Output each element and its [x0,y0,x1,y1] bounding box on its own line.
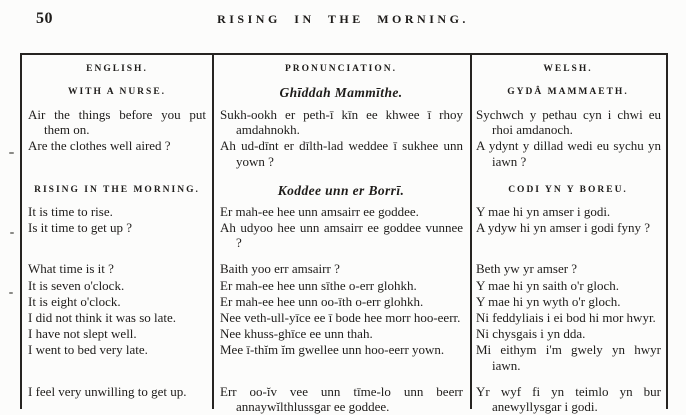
cell-pronunciation: Nee khuss-ghīce ee unn thah. [220,326,373,342]
table-row [22,86,666,100]
scan-speck [9,292,13,294]
phrasebook-table-rows [22,55,666,415]
table-row [22,184,666,198]
cell-welsh: Ni feddyliais i ei bod hi mor hwyr. [476,310,656,326]
cell-pronunciation: Nee veth-ull-yīce ee ī bode hee morr hoo-eerr. [220,310,461,326]
cell-english: I feel very unwilling to get up. [28,383,187,399]
cell-english: It is seven o'clock. [28,277,125,293]
cell-english: I went to bed very late. [28,342,148,358]
table-row [22,220,666,251]
cell-english: Are the clothes well aired ? [28,138,171,154]
cell-welsh: Y mae hi yn wyth o'r gloch. [476,293,621,309]
scan-speck [10,232,14,234]
cell-welsh: Ni chysgais i yn dda. [476,326,586,342]
table-row [22,384,666,415]
cell-pronunciation: Baith yoo err amsairr ? [220,261,340,277]
table-row [22,342,666,373]
cell-welsh: A ydynt y dillad wedi eu sychu yn iawn ? [476,138,661,169]
cell-english: WITH A NURSE. [67,87,167,97]
cell-english: It is eight o'clock. [28,293,121,309]
running-head [0,7,686,37]
cell-english: I did not think it was so late. [28,310,177,326]
cell-pronunciation: Ah udyoo hee unn amsairr ee goddee vunnee ? [220,220,463,251]
cell-welsh: Sychwch y pethau cyn i chwi eu rhoi amdanoch. [476,107,661,138]
table-row [22,107,666,138]
table-row [22,261,666,277]
cell-pronunciation: Er mah-ee hee unn sīthe o-err glohkh. [220,277,417,293]
table-row [22,204,666,220]
cell-pronunciation: Ghīddah Mammīthe. [279,85,403,100]
cell-pronunciation: Er mah-ee hee unn amsairr ee goddee. [220,203,419,219]
table-row [22,278,666,294]
cell-welsh: GYDÂ MAMMAETH. [507,87,629,97]
cell-english: Is it time to get up ? [28,220,132,236]
cell-welsh: CODI YN Y BOREU. [508,184,628,195]
cell-english: ENGLISH. [86,64,148,74]
cell-welsh: Y mae hi yn saith o'r gloch. [476,277,620,293]
cell-pronunciation: Mee ī-thĭm ĭm gwellee unn hoo-eerr yown. [220,342,445,358]
cell-pronunciation: Sukh-ookh er peth-ī kīn ee khwee ī rhoy amdahnokh. [220,107,463,138]
cell-english: I have not slept well. [28,326,137,342]
cell-english: What time is it ? [28,261,114,277]
running-title: RISING IN THE MORNING. [217,12,469,26]
scan-speck [9,152,14,154]
cell-welsh: Mi eithym i'm gwely yn hwyr iawn. [476,342,661,373]
cell-english: Air the things before you put them on. [28,107,206,138]
cell-welsh: Y mae hi yn amser i godi. [476,203,611,219]
table-row [22,63,666,76]
table-row [22,138,666,169]
table-row [22,310,666,326]
cell-welsh: Beth yw yr amser ? [476,261,578,277]
cell-welsh: WELSH. [543,64,593,74]
cell-english: It is time to rise. [28,203,113,219]
page-number: 50 [36,10,53,27]
table-row [22,294,666,310]
cell-pronunciation: Ah ud-dīnt er dīlth-lad weddee ī sukhee unn yown ? [220,138,463,169]
table-row [22,326,666,342]
phrasebook-table [20,53,668,415]
cell-welsh: A ydyw hi yn amser i godi fyny ? [476,220,651,236]
cell-english: RISING IN THE MORNING. [34,184,200,195]
cell-welsh: Yr wyf fi yn teimlo yn bur anewyllysgar i godi. [476,383,661,415]
cell-pronunciation: Er mah-ee hee unn oo-īth o-err glohkh. [220,293,424,309]
cell-pronunciation: Koddee unn er Borrī. [277,182,405,198]
cell-pronunciation: Err oo-ĭv vee unn tīme-lo unn beerr annaywĭlthlussgar ee goddee. [220,383,463,415]
cell-pronunciation: PRONUNCIATION. [284,64,397,74]
